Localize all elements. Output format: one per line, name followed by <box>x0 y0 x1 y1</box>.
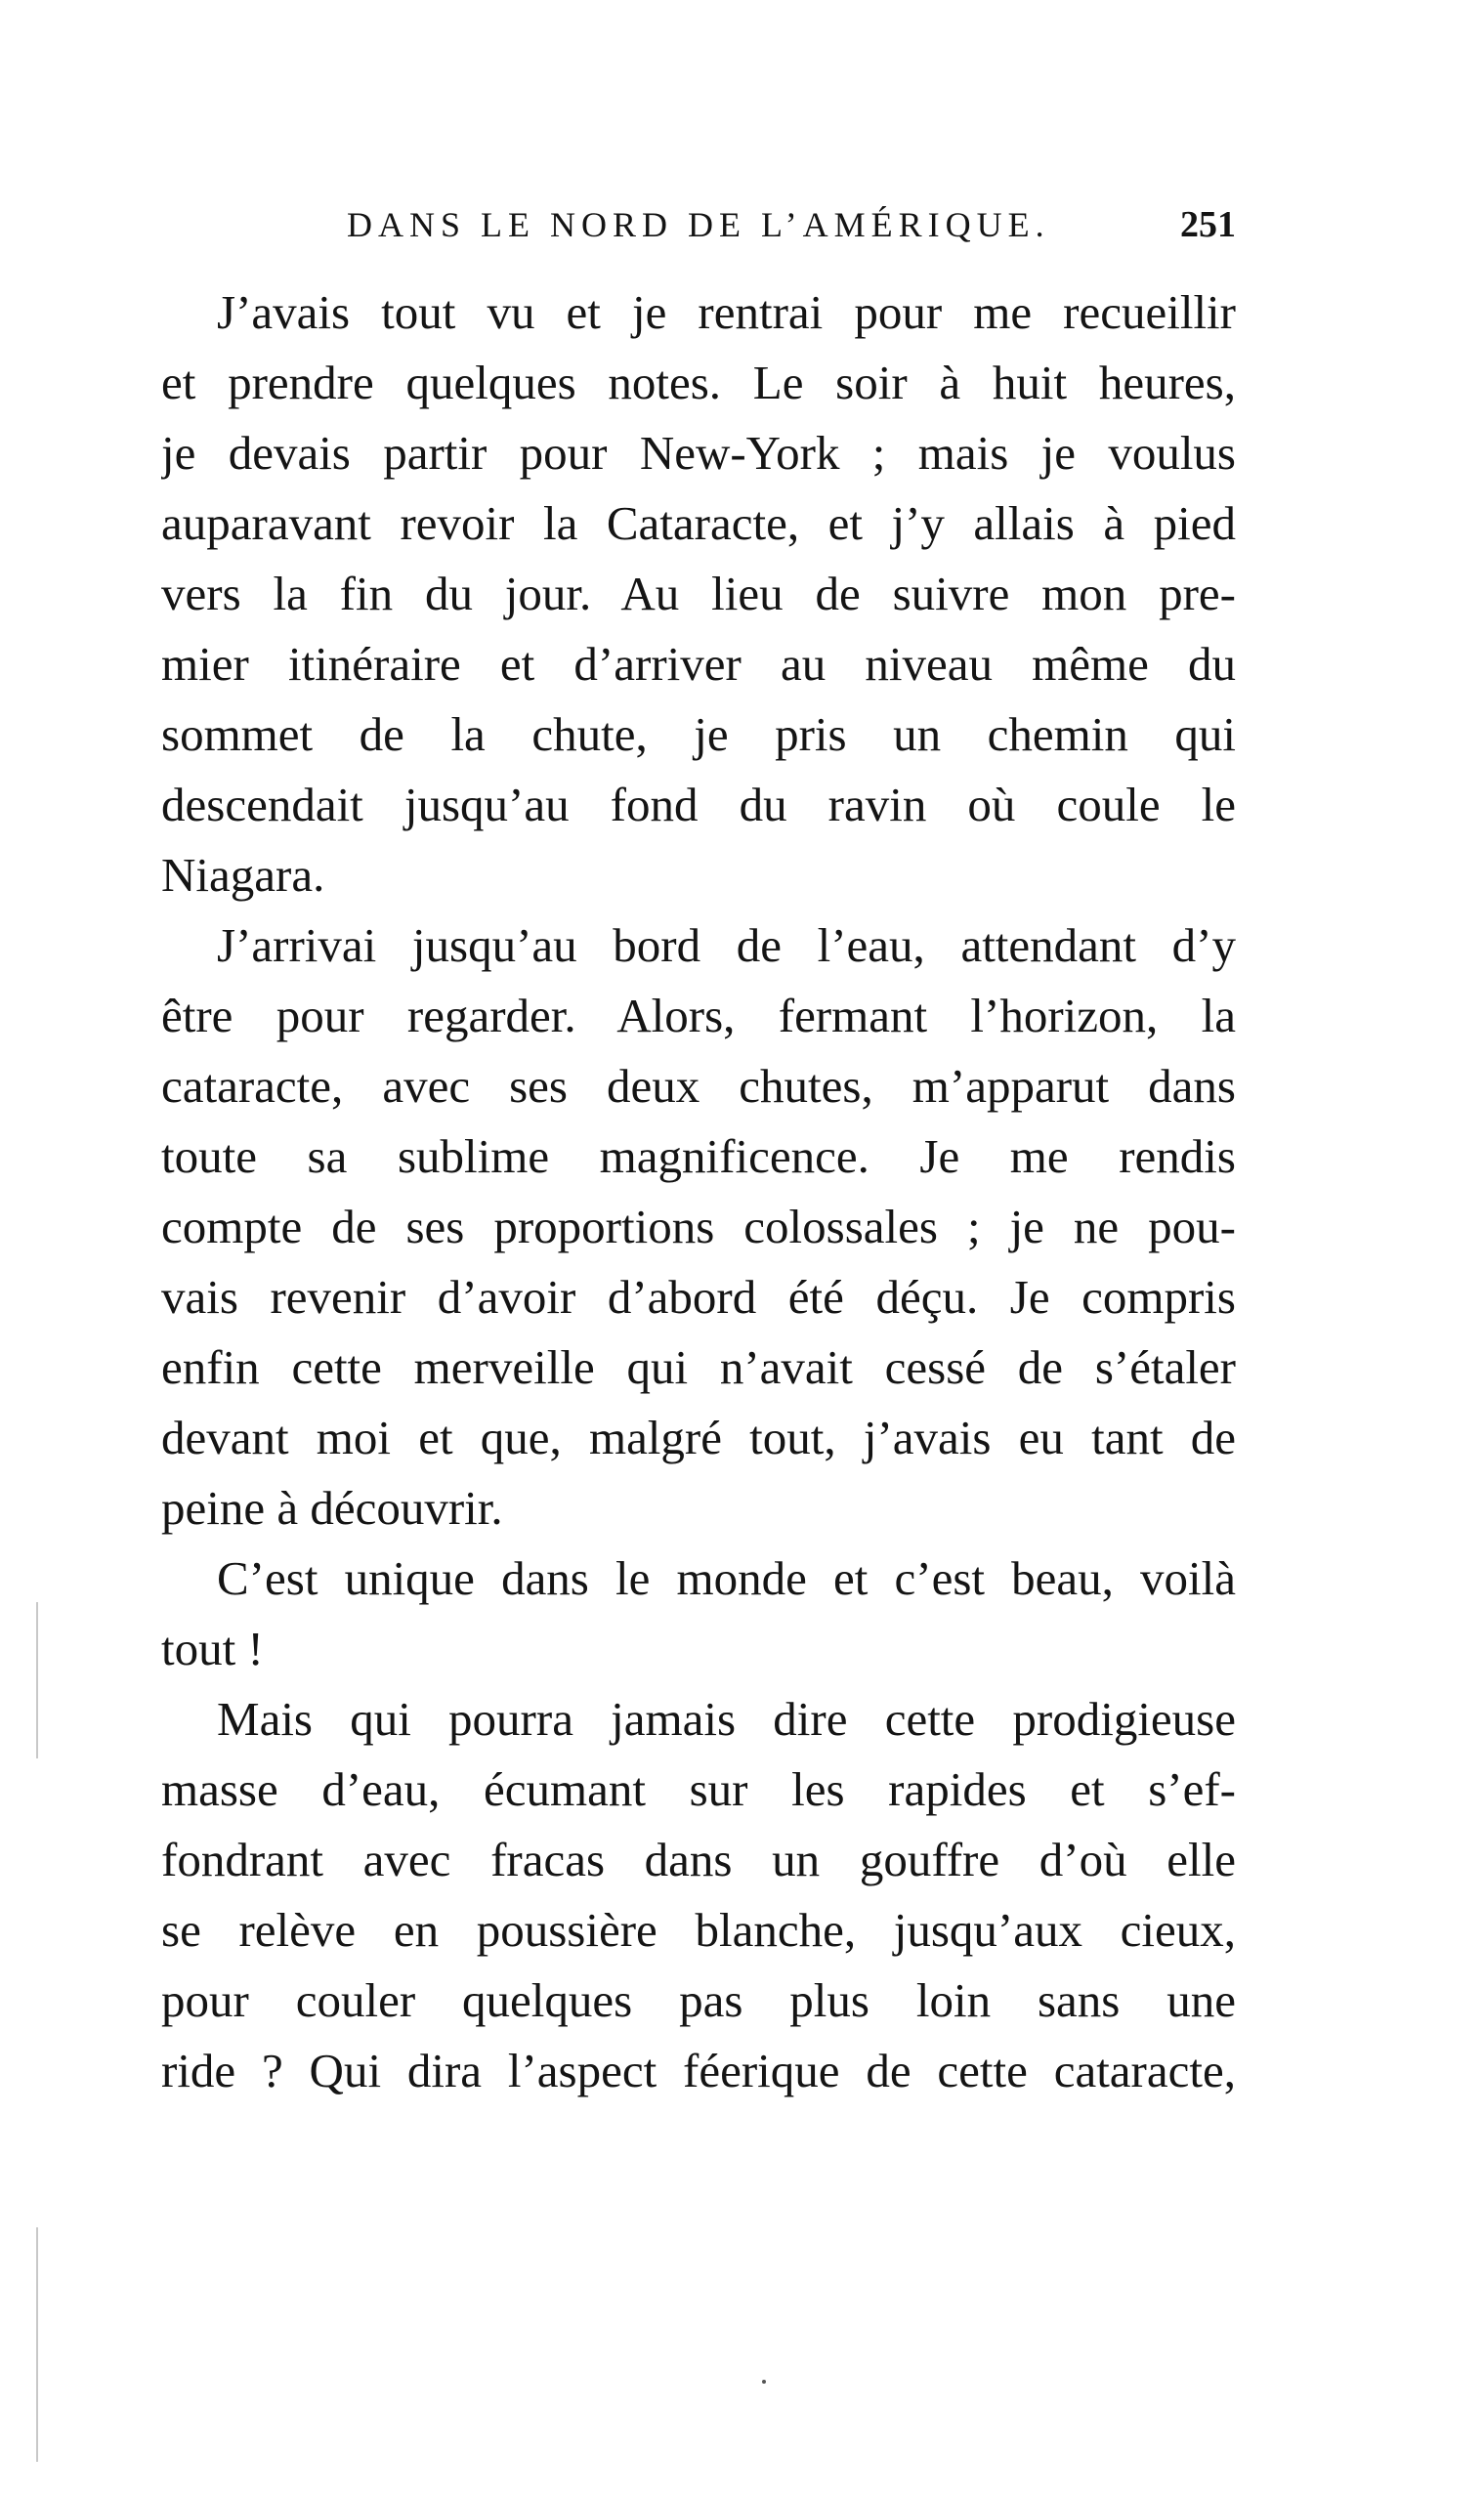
text-line: masse d’eau, écumant sur les rapides et s’ef- <box>161 1762 1236 1816</box>
text-line: descendait jusqu’au fond du ravin où coule le <box>161 778 1236 831</box>
text-line: compte de ses proportions colossales ; je ne pou- <box>161 1200 1236 1253</box>
text-line: être pour regarder. Alors, fermant l’horizon, la <box>161 989 1236 1042</box>
text-line: J’arrivai jusqu’au bord de l’eau, attendant d’y <box>217 918 1236 972</box>
running-title: DANS LE NORD DE L’AMÉRIQUE. <box>347 205 1050 244</box>
text-line: devant moi et que, malgré tout, j’avais eu tant de <box>161 1411 1236 1464</box>
text-line: auparavant revoir la Cataracte, et j’y allais à pied <box>161 496 1236 550</box>
scan-gutter-mark <box>36 1602 38 1758</box>
text-line: vers la fin du jour. Au lieu de suivre mon pre- <box>161 567 1236 620</box>
scan-speck <box>762 2380 766 2384</box>
text-line: Niagara. <box>161 848 325 902</box>
page-number: 251 <box>1180 204 1236 245</box>
text-line: tout ! <box>161 1622 264 1675</box>
text-line: je devais partir pour New-York ; mais je voulus <box>161 426 1236 480</box>
text-line: J’avais tout vu et je rentrai pour me recueillir <box>217 285 1236 339</box>
body-text <box>161 277 1236 2106</box>
text-line: Mais qui pourra jamais dire cette prodigieuse <box>217 1692 1236 1746</box>
text-line: sommet de la chute, je pris un chemin qui <box>161 707 1236 761</box>
text-line: peine à découvrir. <box>161 1481 503 1535</box>
text-line: ride ? Qui dira l’aspect féerique de cette cataracte, <box>161 2044 1236 2097</box>
running-head <box>161 200 1236 249</box>
text-line: fondrant avec fracas dans un gouffre d’où elle <box>161 1833 1236 1886</box>
text-line: toute sa sublime magnificence. Je me rendis <box>161 1129 1236 1183</box>
scan-gutter-mark <box>36 2227 38 2462</box>
text-line: se relève en poussière blanche, jusqu’aux cieux, <box>161 1903 1236 1957</box>
text-line: vais revenir d’avoir d’abord été déçu. Je compris <box>161 1270 1236 1324</box>
text-line: enfin cette merveille qui n’avait cessé de s’étaler <box>161 1340 1236 1394</box>
text-line: et prendre quelques notes. Le soir à huit heures, <box>161 356 1236 409</box>
text-line: cataracte, avec ses deux chutes, m’apparut dans <box>161 1059 1236 1113</box>
text-line: mier itinéraire et d’arriver au niveau même du <box>161 637 1236 691</box>
text-line: pour couler quelques pas plus loin sans une <box>161 1973 1236 2027</box>
text-line: C’est unique dans le monde et c’est beau, voilà <box>217 1551 1236 1605</box>
